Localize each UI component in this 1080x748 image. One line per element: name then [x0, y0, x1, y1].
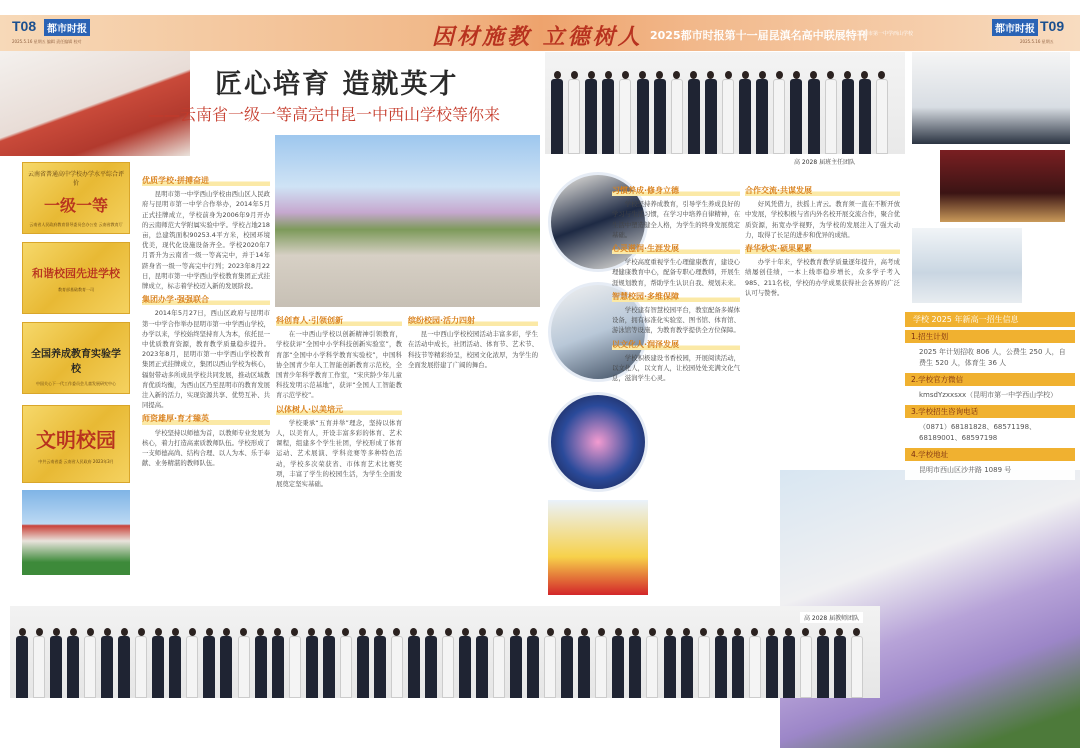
group-photo-person — [681, 628, 693, 698]
group-photo-person — [186, 628, 198, 698]
enrollment-info-box — [905, 312, 1075, 480]
slogan: 因材施教 立德树人 — [432, 24, 643, 50]
group-photo-person — [808, 71, 820, 154]
right-page-number: T09 — [1040, 18, 1065, 34]
group-photo-person — [425, 628, 437, 698]
group-photo-person — [834, 628, 846, 698]
section-heading: 优质学校·拼搏奋进 — [142, 176, 270, 186]
info-value-plan: 2025 年计划招收 806 人，公费生 250 人，自费生 520 人，体育生 36 人 — [919, 348, 1066, 367]
section-heading: 科创育人·引领创新 — [276, 316, 402, 326]
paper-logo-right: 都市时报 — [992, 19, 1038, 36]
section-body: 学校高度重视学生心理健康教育，建设心理健康教育中心，配备专职心理教师，开展生涯规划教育，帮助学生认识自我、规划未来。 — [612, 258, 740, 287]
group-photo-person — [595, 628, 607, 698]
section-body: 学校建有智慧校园平台，教室配备多媒体设备，拥有标准化实验室、图书馆、体育馆、游泳馆等设施，为教育教学提供全方位保障。 — [612, 306, 740, 335]
group-photo-person — [800, 628, 812, 698]
group-photo-person — [272, 628, 284, 698]
group-photo-person — [340, 628, 352, 698]
group-photo-person — [551, 71, 563, 154]
group-photo-person — [766, 628, 778, 698]
group-photo-person — [135, 628, 147, 698]
group-photo-person — [67, 628, 79, 698]
article-column-1 — [142, 172, 270, 592]
group-photo-person — [876, 71, 888, 154]
award-plaque-civilized-campus — [22, 405, 130, 483]
group-photo-person — [612, 628, 624, 698]
group-photo-person — [510, 628, 522, 698]
plaque-award: 一级一等 — [43, 196, 108, 215]
section-heading: 师资雄厚·育才臻英 — [142, 414, 270, 424]
group-photo-person — [783, 628, 795, 698]
section-body: 办学十年来，学校教育教学质量逐年提升，高考成绩屡创佳绩，一本上线率稳步增长，众多学子考入985、211名校，学校的办学成果获得社会各界的广泛认可与赞誉。 — [745, 258, 900, 297]
group-photo-person — [50, 628, 62, 698]
section-body: 学校坚持以师德为首，以教师专业发展为核心，着力打造高素质教师队伍。学校形成了一支师德高尚、结构合理、以人为本、乐于奉献、业务精湛的教师队伍。 — [142, 428, 270, 468]
section-heading: 集团办学·强强联合 — [142, 295, 270, 305]
group-photo-person — [705, 71, 717, 154]
group-photo-person — [842, 71, 854, 154]
group-photo-person — [561, 628, 573, 698]
group-photo-person — [442, 628, 454, 698]
group-photo-person — [646, 628, 658, 698]
classroom-photo — [912, 52, 1070, 144]
group-photo-person — [323, 628, 335, 698]
section-body: 在一中西山学校以创新精神引领教育，学校获评“全国中小学科技创新实验室”，教育部“全国中小学科学教育实验校”，中国科协全国青少年人工智能创新教育示范校，全国青少年科学教育工作室，“宋庆龄少年儿童科技发明示范基地”，获评“全国人工智能教育示范学校”。 — [276, 330, 402, 400]
section-body: 2014年5月27日，西山区政府与昆明市第一中学合作举办昆明市第一中学西山学校，办学以来，学校始终坚持育人为本，依托昆一中优质教育资源，教育教学质量稳步提升。2023年8月，昆明市第一中学西山学校教育集团正式挂牌成立，集团以西山学校为核心，辐射带动多所成员学校共同发展，推动区域教育优质均衡，为西山区乃至昆明市的教育发展注入新的活力，实现资源共享、优势互补、共同提高。 — [142, 309, 270, 410]
group-photo-person — [749, 628, 761, 698]
left-page-number: T08 — [12, 18, 37, 34]
group-photo-person — [654, 71, 666, 154]
info-value-wechat: kmsdYzxxsxx（昆明市第一中学西山学校） — [919, 391, 1058, 399]
group-photo-person — [391, 628, 403, 698]
section-body: 好风凭借力，扶摇上青云。教育须一直在不断开放中发展，学校积极与省内外名校开展交流合作，聚合优质资源，拓宽办学视野，为学校的发展注入了强大动力，取得了长足的进步和优异的成绩。 — [745, 200, 900, 239]
group-photo-person — [773, 71, 785, 154]
plaque-issuer: 中共云南省委 云南省人民政府 2023年3月 — [38, 459, 114, 464]
group-photo-person — [493, 628, 505, 698]
group-photo-person — [715, 628, 727, 698]
group-photo-person — [671, 71, 683, 154]
info-heading-address: 4.学校地址 — [905, 448, 1075, 461]
plaque-issuer: 教育部基础教育一司 — [58, 287, 94, 292]
group-photo-person — [585, 71, 597, 154]
group-photo-person — [169, 628, 181, 698]
article-column-2 — [276, 312, 402, 592]
plaque-issuer: 中国关心下一代工作委员会儿童发展研究中心 — [36, 381, 116, 386]
section-heading: 心灵滋润·生涯发展 — [612, 244, 740, 254]
award-plaque-harmonious-campus — [22, 242, 130, 314]
enrollment-info-title: 学校 2025 年新高一招生信息 — [905, 312, 1075, 327]
info-heading-plan: 1.招生计划 — [905, 330, 1075, 343]
info-heading-wechat: 2.学校官方微信 — [905, 373, 1075, 386]
teacher-team-group-photo — [10, 606, 880, 698]
group-photo-person — [527, 628, 539, 698]
group-photo-person — [357, 628, 369, 698]
section-body: 学校秉承“五育并举”理念，坚持以体育人，以美育人，开设丰富多彩的体育、艺术课程，组建多个学生社团，学校形成了体育运动、艺术展演、学科竞赛等多种特色活动，学校多次荣获省、市体育艺术比赛奖项，丰富了学生的校园生活，为学生全面发展奠定坚实基础。 — [276, 418, 402, 489]
group-photo-person — [825, 71, 837, 154]
award-plaque-habit-education — [22, 322, 130, 394]
info-value-phone: （0871）68181828、68571198、68189001、68597198 — [919, 423, 1037, 442]
group-photo-person — [817, 628, 829, 698]
school-building-photo — [22, 490, 130, 575]
right-meta: 2025.5.16 星期五 — [1020, 39, 1054, 44]
group-photo-person — [374, 628, 386, 698]
group-photo-person — [568, 71, 580, 154]
info-value-address: 昆明市西山区沙井路 1089 号 — [919, 466, 1012, 474]
plaque-award: 文明校园 — [36, 428, 116, 452]
lab-photo — [912, 228, 1022, 303]
section-heading: 以体树人·以美培元 — [276, 405, 402, 415]
article-column-5 — [745, 182, 900, 482]
group-photo-person — [84, 628, 96, 698]
group-photo-person — [851, 628, 863, 698]
page-title: 匠心培育 造就英才 — [215, 69, 459, 100]
plaque-issuer: 云南省人民政府教育督导委员会办公室 云南省教育厅 — [29, 222, 123, 227]
group-photo-person — [476, 628, 488, 698]
head-teacher-group-photo — [545, 52, 905, 154]
article-column-3 — [408, 312, 538, 592]
group-photo-person — [859, 71, 871, 154]
group-photo-person — [152, 628, 164, 698]
group-photo-person — [101, 628, 113, 698]
section-heading: 习惯养成·修身立德 — [612, 186, 740, 196]
article-column-4 — [612, 182, 740, 597]
group-photo-person — [688, 71, 700, 154]
orchestra-photo — [940, 150, 1065, 222]
group-photo-person — [578, 628, 590, 698]
group-photo-person — [289, 628, 301, 698]
group-photo-person — [238, 628, 250, 698]
section-body: 昆明市第一中学西山学校由西山区人民政府与昆明市第一中学合作举办，2014年5月正式挂牌成立，学校前身为2006年9月开办的云南师范大学附属实验中学。学校占地218亩，总建筑面积90253.4平方米，校园环境优美，现代化设施设备齐全。学校2020年7月晋升为云南省一级一等高完中，并于14年跻身省一级一等高完中行列；2023年8月22日，昆明市第一中学西山学校教育集团正式挂牌成立，标志着学校迈入新的发展阶段。 — [142, 190, 270, 291]
paper-logo: 都市时报 — [44, 19, 90, 36]
section-heading: 春华秋实·硕果累累 — [745, 244, 900, 254]
special-edition-title: 2025都市时报第十一届昆滇名高中联展特刊 — [650, 29, 868, 42]
group-photo-person — [629, 628, 641, 698]
group-photo-person — [722, 71, 734, 154]
section-heading: 智慧校园·多维保障 — [612, 292, 740, 302]
group-photo-person — [33, 628, 45, 698]
teacher-team-caption: 高 2028 届教师团队 — [800, 612, 863, 623]
page-subtitle: ——云南省一级一等高完中昆一中西山学校等你来 — [148, 105, 501, 124]
head-teacher-caption: 高 2028 届班主任团队 — [790, 156, 859, 167]
group-photo-person — [619, 71, 631, 154]
group-photo-person — [255, 628, 267, 698]
group-photo-person — [739, 71, 751, 154]
group-photo-person — [602, 71, 614, 154]
section-heading: 以文化人·润泽发展 — [612, 340, 740, 350]
campus-parade-photo — [275, 135, 540, 307]
group-photo-person — [306, 628, 318, 698]
plaque-award: 和谐校园先进学校 — [32, 267, 120, 280]
group-photo-person — [408, 628, 420, 698]
left-meta: 2025.5.16 星期五 编辑 责任编辑 校对 — [12, 39, 82, 44]
section-body: 学校积极建设书香校园，开展阅读活动，以文化人，以文育人，让校园处处充满文化气息，滋润学生心灵。 — [612, 353, 740, 383]
group-photo-person — [203, 628, 215, 698]
group-photo-person — [16, 628, 28, 698]
plaque-award: 全国养成教育实验学校 — [31, 349, 121, 375]
group-photo-person — [790, 71, 802, 154]
info-heading-phone: 3.学校招生咨询电话 — [905, 405, 1075, 418]
section-body: 学校坚持养成教育，引导学生养成良好的学习与生活习惯，在学习中培养自律精神，在生活中塑造健全人格，为学生的终身发展奠定基础。 — [612, 200, 740, 239]
group-photo-person — [664, 628, 676, 698]
group-photo-person — [756, 71, 768, 154]
group-photo-person — [698, 628, 710, 698]
group-photo-person — [732, 628, 744, 698]
award-plaque-level-one — [22, 162, 130, 234]
group-photo-person — [220, 628, 232, 698]
group-photo-person — [637, 71, 649, 154]
group-photo-person — [544, 628, 556, 698]
page-header — [0, 15, 1080, 51]
plaque-issuer-title: 云南省普通高中学校办学水平综合评价 — [27, 171, 124, 187]
section-heading: 合作交流·共谋发展 — [745, 186, 900, 196]
header-school: 昆明市第一中学西山学校 — [858, 31, 914, 37]
section-heading: 缤纷校园·活力四射 — [408, 316, 538, 326]
group-photo-person — [459, 628, 471, 698]
section-body: 昆一中西山学校校园活动丰富多彩，学生在活动中成长，社团活动、体育节、艺术节、科技节等精彩纷呈，校园文化浓厚，为学生的全面发展搭建了广阔的舞台。 — [408, 330, 538, 369]
group-photo-person — [118, 628, 130, 698]
